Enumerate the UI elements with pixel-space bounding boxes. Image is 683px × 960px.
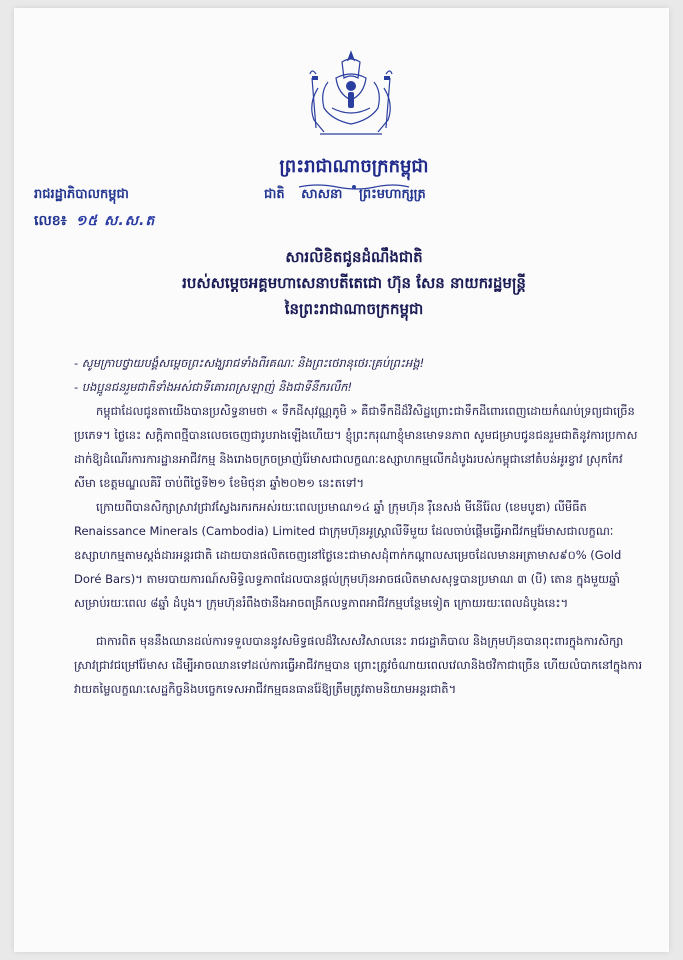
title-line-1: សារលិខិតជូនដំណឹងជាតិ	[285, 248, 423, 266]
government-name: រាជរដ្ឋាភិបាលកម្ពុជា	[34, 187, 129, 202]
document-sheet	[14, 8, 669, 952]
motto-nation: ជាតិ	[264, 187, 285, 202]
document-number	[34, 211, 155, 232]
royal-arms-emblem-icon	[298, 48, 404, 138]
title-line-2: របស់សម្តេចអគ្គមហាសេនាបតីតេជោ ហ៊ុន សែន នាយករដ្ឋមន្ត្រី	[182, 274, 526, 292]
document-title	[74, 244, 634, 322]
motto-king: ព្រះមហាក្សត្រ	[358, 187, 426, 202]
national-motto	[264, 186, 438, 205]
kingdom-name: ព្រះរាជាណាចក្រកម្ពុជា	[279, 156, 429, 177]
paragraph-announcement: កម្ពុជាដែលជូនតាយើងបានប្រសិទ្ធនាមថា « ទឹកដីសុវណ្ណភូមិ » គឺជាទឹកដីដ៏វិសិដ្ឋព្រោះជាទឹកដីពោរពេញដោយកំណប់ទ្រព្យជាច្រើនប្រភេទ។ ថ្ងៃនេះ សក្តិភាពថ្មីបានលេចចេញជារូបរាងឡើងហើយ។ ខ្ញុំព្រះករុណាខ្ញុំមានមោទនភាព សូមជម្រាបជូនជនរួមជាតិនូវការប្រកាសដាក់ឱ្យដំណើរការការដ្ឋានអាជីវកម្ម និងរោងចក្រចម្រាញ់រ៉ែមាសជាលក្ខណៈឧស្សាហកម្មលើកដំបូងរបស់កម្ពុជានៅតំបន់អូរខ្វាវ ស្រុកកែវសីមា ខេត្តមណ្ឌលគិរី ចាប់ពីថ្ងៃទី២១ ខែមិថុនា ឆ្នាំ២០២១ នេះតទៅ។	[74, 404, 638, 490]
paragraph-company: ក្រោយពីបានសិក្សាស្រាវជ្រាវស្វែងរករកអស់រយៈពេលប្រមាណ១៤ ឆ្នាំ ក្រុមហ៊ុន រ៉ឺនេសង់ មីនើរ៉ែល (ខេមបូឌា) លីមីធីត Renaissance Minerals (Cambodia) Limited ជាក្រុមហ៊ុនអូស្ត្រាលីទីមួយ ដែលចាប់ផ្តើមធ្វើអាជីវកម្មរ៉ែមាសជាលក្ខណៈឧស្សាហកម្មតាមស្តង់ដារអន្តរជាតិ ដោយបានផលិតចេញនៅថ្ងៃនេះជាមាសដុំពាក់កណ្តាលសម្រេចដែលមានអត្រាមាស៩០% (Gold Doré Bars)។ តាមរបាយការណ៍សមិទ្ធិលទ្ធភាពដែលបានផ្តល់ក្រុមហ៊ុនអាចផលិតមាសសុទ្ធបានប្រមាណ ៣ (បី) តោន ក្នុងមួយឆ្នាំ សម្រាប់រយៈពេល ៨ឆ្នាំ ដំបូង។ ក្រុមហ៊ុនរំពឹងថានឹងអាចពង្រីកលទ្ធភាពអាជីវកម្មបន្ថែមទៀត ក្រោយរយៈពេលដំបូងនេះ។	[74, 500, 622, 610]
number-label: លេខ៖	[34, 213, 67, 229]
title-line-3: នៃព្រះរាជាណាចក្រកម្ពុជា	[284, 300, 424, 318]
letter-body	[74, 351, 644, 701]
number-value: ១៥ ស.ស.ត	[75, 213, 156, 229]
salutation-monks: - សូមក្រាបថ្វាយបង្គំសម្តេចព្រះសង្ឃរាជទាំងពីរគណៈ និងព្រះថេរានុថេរៈគ្រប់ព្រះអង្គ!	[74, 356, 425, 370]
salutation-citizens: - បងប្អូនជនរួមជាតិទាំងអស់ជាទីគោរពស្រឡាញ់ និងជាទីនឹករលឹក!	[74, 380, 353, 394]
motto-religion: សាសនា	[301, 187, 343, 202]
paragraph-efforts: ជាការពិត មុននឹងឈានដល់ការទទួលបាននូវសមិទ្ធផលដ៏វិសេសវិសាលនេះ រាជរដ្ឋាភិបាល និងក្រុមហ៊ុនបានពុះពារក្នុងការសិក្សាស្រាវជ្រាវជម្រៅរ៉ែមាស ដើម្បីអាចឈានទៅដល់ការធ្វើអាជីវកម្មបាន ព្រោះត្រូវចំណាយពេលវេលានិងថវិកាជាច្រើន ហើយលំបាកនៅក្នុងការវាយតម្លៃលក្ខណៈសេដ្ឋកិច្ចនិងបច្ចេកទេសអាជីវកម្មធនធានរ៉ែឱ្យត្រឹមត្រូវតាមនិយាមអន្តរជាតិ។	[74, 634, 643, 696]
